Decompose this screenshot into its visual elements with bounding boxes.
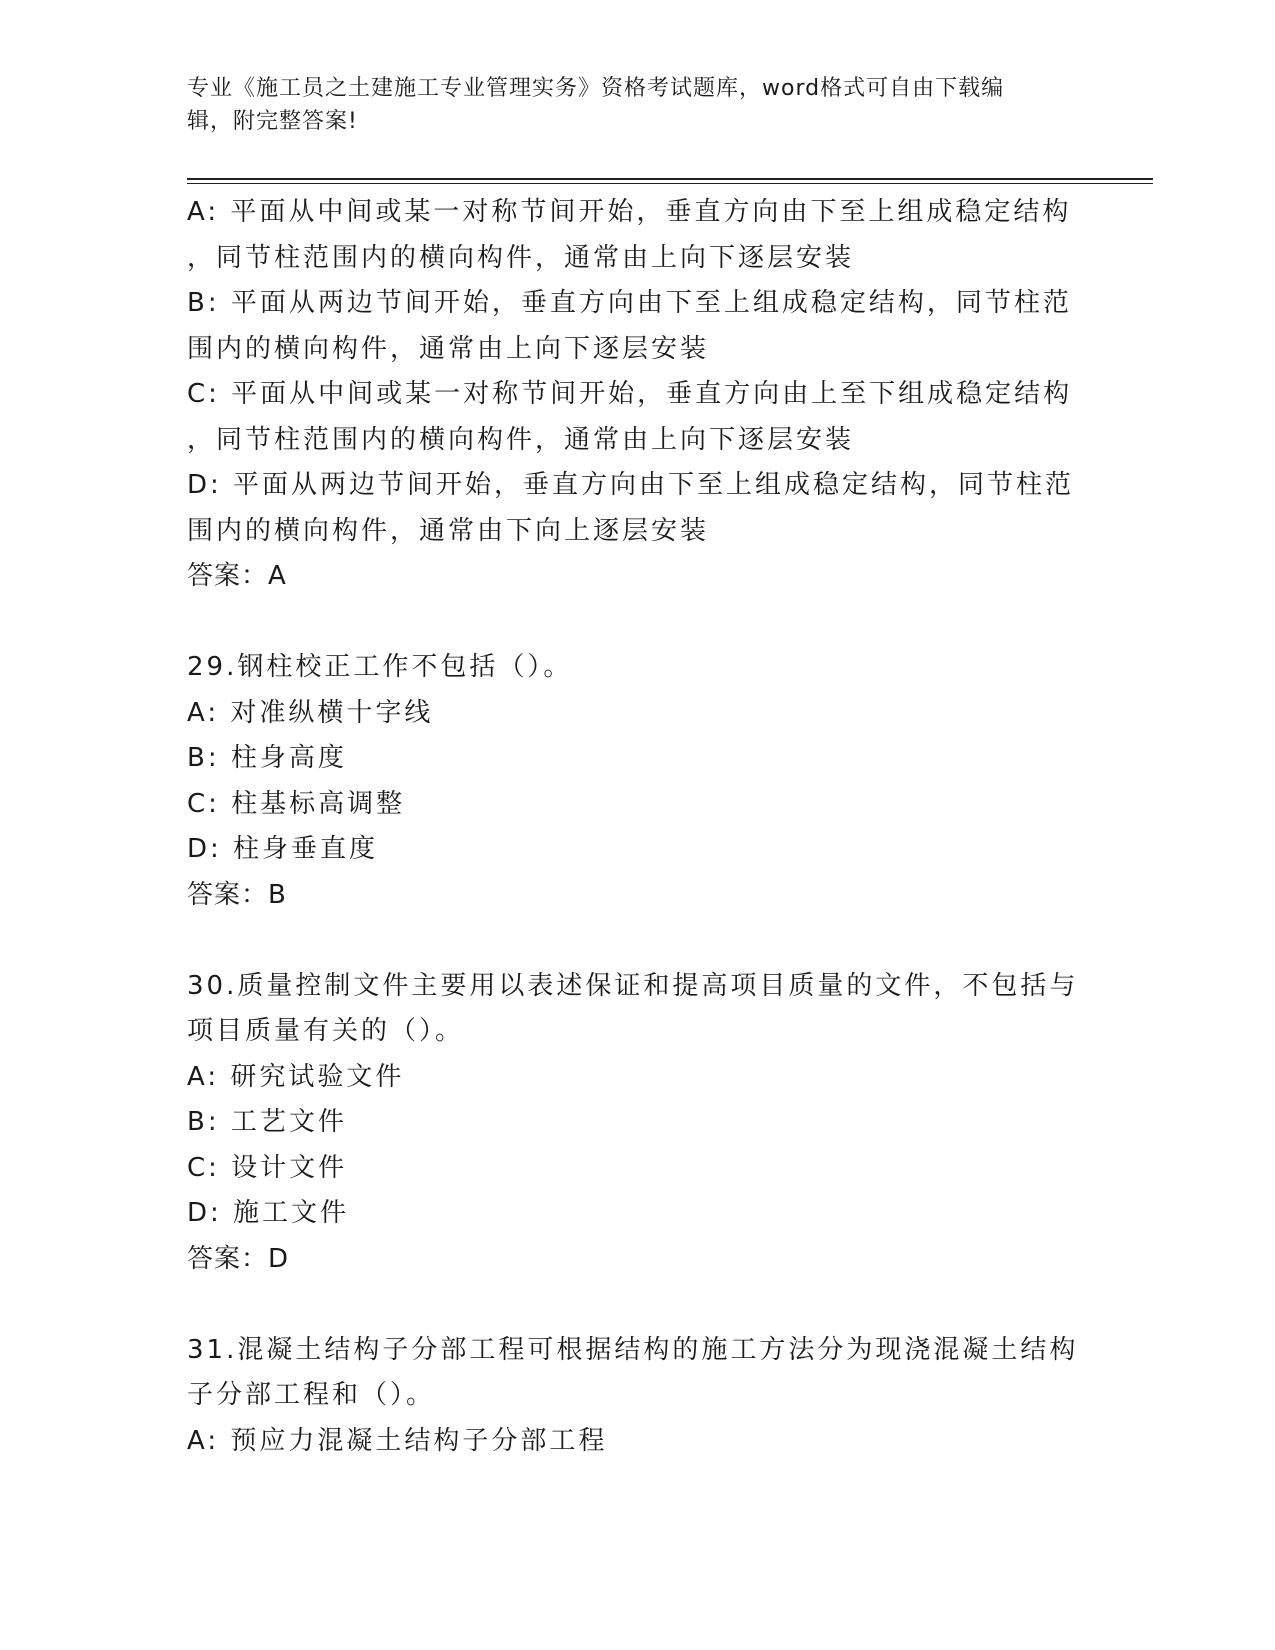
option-b: B: 柱身高度: [187, 743, 347, 773]
option-a-line-2: ，同节柱范围内的横向构件，通常由上向下逐层安装: [187, 242, 855, 273]
question-content: [187, 190, 1077, 1464]
answer-30: 答案：D: [187, 1243, 290, 1274]
question-stem-line-1: 30.质量控制文件主要用以表述保证和提高项目质量的文件，不包括与: [187, 970, 1079, 1001]
option-d: D: 施工文件: [187, 1198, 350, 1228]
question-stem-line-2: 子分部工程和（）。: [187, 1380, 436, 1410]
question-28: [187, 190, 1077, 600]
option-b: B: 工艺文件: [187, 1107, 347, 1137]
spacer: [187, 918, 1077, 964]
option-d-line-2: 围内的横向构件，通常由下向上逐层安装: [187, 515, 710, 546]
question-30: [187, 964, 1077, 1283]
option-c: C: 柱基标高调整: [187, 788, 406, 819]
answer-29: 答案：B: [187, 879, 287, 910]
option-b-line-2: 围内的横向构件，通常由上向下逐层安装: [187, 333, 710, 364]
header-line-2: 辑，附完整答案!: [187, 109, 358, 134]
spacer: [187, 1282, 1077, 1328]
header-divider-thin: [187, 183, 1153, 184]
option-c-line-1: C: 平面从中间或某一对称节间开始，垂直方向由上至下组成稳定结构: [187, 379, 1073, 409]
question-29: [187, 645, 1077, 918]
option-d: D: 柱身垂直度: [187, 834, 379, 864]
option-a: A: 研究试验文件: [187, 1061, 405, 1092]
option-b-line-1: B: 平面从两边节间开始，垂直方向由下至上组成稳定结构，同节柱范: [187, 288, 1072, 318]
spacer: [187, 600, 1077, 646]
header-divider-thick: [187, 178, 1153, 180]
header-line-1: 专业《施工员之土建施工专业管理实务》资格考试题库，word格式可自由下载编: [187, 76, 1005, 101]
document-header: [187, 72, 1067, 138]
option-a: A: 对准纵横十字线: [187, 697, 434, 728]
question-31: [187, 1328, 1077, 1465]
answer-28: 答案：A: [187, 561, 287, 591]
option-a-line-1: A: 平面从中间或某一对称节间开始，垂直方向由下至上组成稳定结构: [187, 197, 1072, 227]
option-c-line-2: ，同节柱范围内的横向构件，通常由上向下逐层安装: [187, 424, 855, 455]
option-a: A: 预应力混凝土结构子分部工程: [187, 1425, 608, 1456]
question-stem-line-2: 项目质量有关的（）。: [187, 1016, 465, 1046]
option-d-line-1: D: 平面从两边节间开始，垂直方向由下至上组成稳定结构，同节柱范: [187, 470, 1075, 500]
question-stem: 29.钢柱校正工作不包括（）。: [187, 652, 573, 682]
option-c: C: 设计文件: [187, 1152, 348, 1183]
question-stem-line-1: 31.混凝土结构子分部工程可根据结构的施工方法分为现浇混凝土结构: [187, 1334, 1079, 1365]
